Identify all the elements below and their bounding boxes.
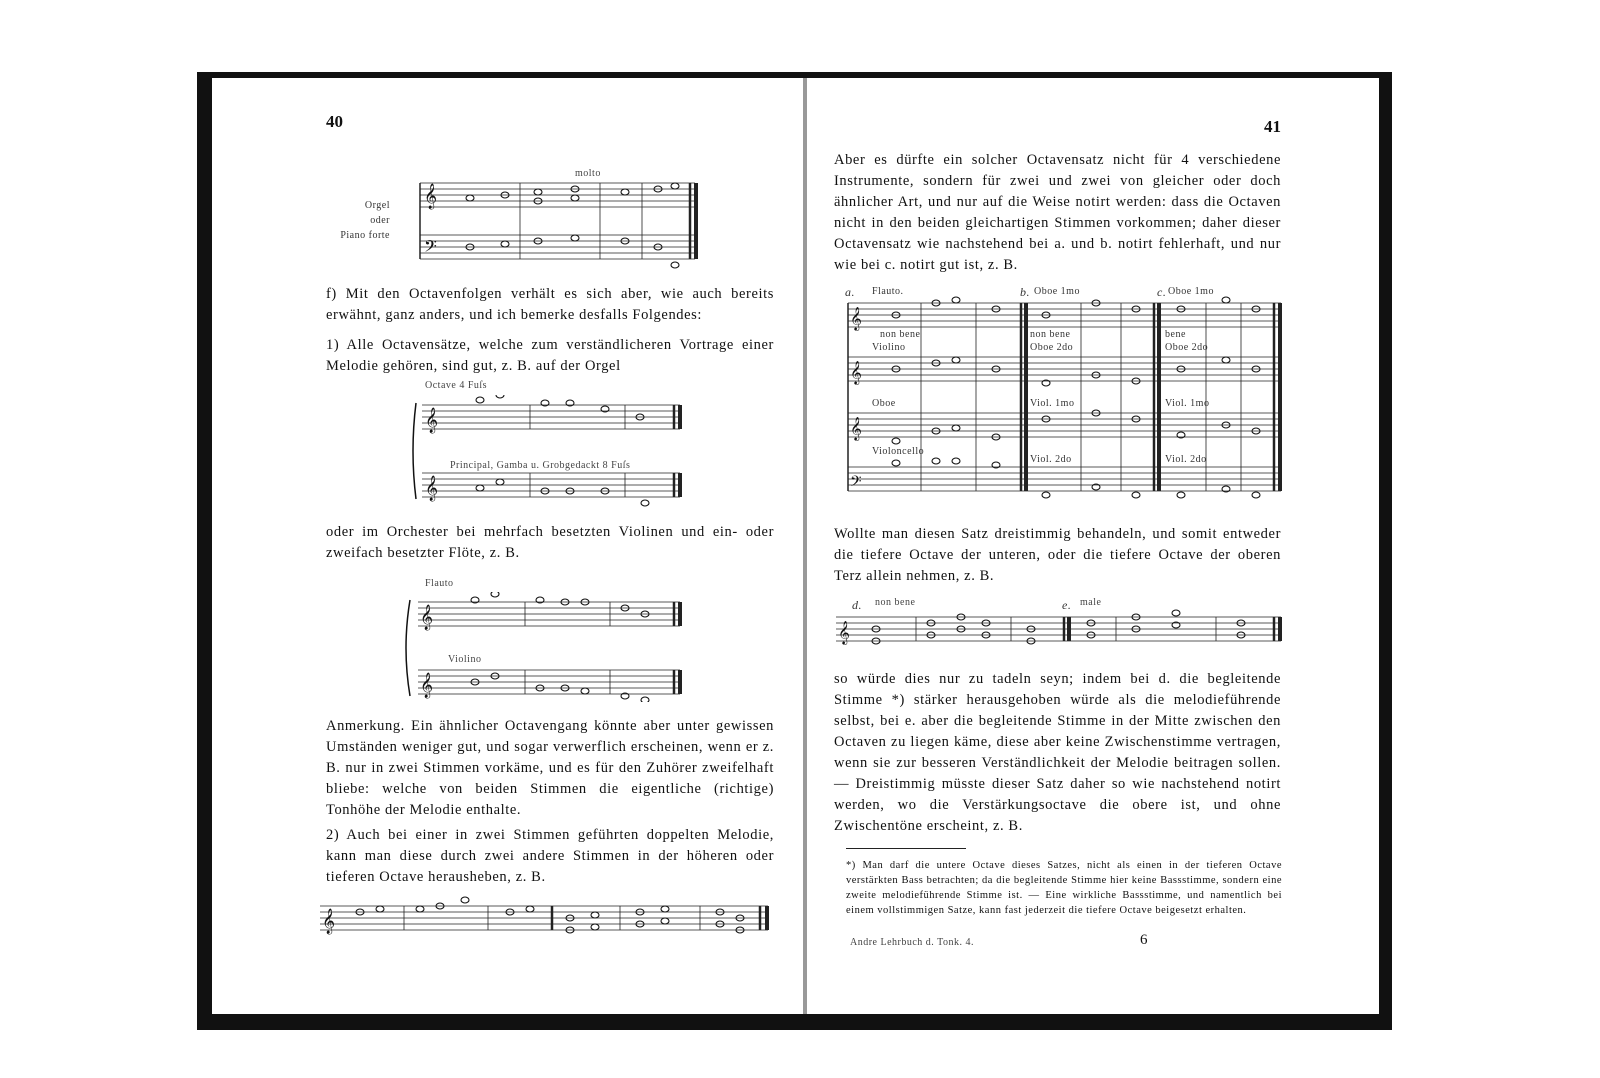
ex3-upper-label: Flauto — [425, 578, 454, 589]
signature-mark: Andre Lehrbuch d. Tonk. 4. — [850, 937, 975, 948]
ex-e-note: male — [1080, 597, 1102, 608]
ex2-lower-label: Principal, Gamba u. Grobgedackt 8 Fuſs — [450, 460, 631, 471]
paragraph-bottom-right: so würde dies nur zu tadeln seyn; indem bei d. die begleitende Stimme *) stärker herausgehoben würde als die melodieführende selbst, bei e. aber die begleitende Stimme in der Mitte zwischen den Octaven zu liegen käme, diese aber keine Zwischenstimme vertragen, wenn sie zur besseren Verständlichkeit der Melodie beitragen sollen. — Dreistimmig müsste dieser Satz daher so wie nachstehend notirt werden, wo die Verstärkungsoctave die obere ist, und ohne Zwischentöne erscheint, z. B. — [834, 671, 1281, 834]
svg-text:𝄢: 𝄢 — [850, 473, 862, 493]
score-label-oboe2-c: Oboe 2do — [1165, 342, 1209, 353]
score-label-oboe1-c: Oboe 1mo — [1168, 286, 1214, 297]
svg-text:𝄞: 𝄞 — [425, 475, 439, 500]
score-label-a: a. — [845, 285, 855, 299]
page-number-right: 41 — [1264, 117, 1281, 136]
ex1-label-oder: oder — [370, 215, 390, 226]
score-label-oboe: Oboe — [872, 398, 896, 409]
svg-text:𝄞: 𝄞 — [425, 407, 439, 432]
music-example-de — [836, 605, 1286, 655]
paragraph-mid-right: Wollte man diesen Satz dreistimmig behandeln, und somit entweder die tiefere Octave der unteren, oder die tiefere Octave der oberen Terz allein nehmen, z. B. — [834, 526, 1281, 584]
score-label-nonbene-a: non bene — [880, 329, 921, 340]
music-example-2 — [410, 395, 690, 510]
ex3-lower-label: Violino — [448, 654, 482, 665]
score-label-viol1-b: Viol. 1mo — [1030, 398, 1075, 409]
svg-text:𝄞: 𝄞 — [420, 604, 434, 629]
ex-d-note: non bene — [875, 597, 916, 608]
page-number-left: 40 — [326, 112, 343, 131]
book-spine — [803, 78, 807, 1014]
music-example-1 — [410, 175, 710, 275]
music-example-4 — [320, 892, 775, 944]
paragraph-1: 1) Alle Octavensätze, welche zum verständlicheren Vortrage einer Melodie gehören, sind gut, z. B. auf der Orgel — [326, 337, 774, 374]
score-label-oboe1-b: Oboe 1mo — [1034, 286, 1080, 297]
ex-e-label: e. — [1062, 598, 1072, 612]
paragraph-top-right: Aber es dürfte ein solcher Octavensatz nicht für 4 verschiedene Instrumente, sondern für zwei und zwei von gleicher oder doch ähnlicher Art, und nur auf die Weise notirt werden: dass die Octaven nicht in den beiden gleichartigen Stimmen vorkommen; daher dieser Octavensatz wie nachstehend bei a. und b. notirt fehlerhaft, und nur wie bei c. notirt gut ist, z. B. — [834, 152, 1281, 273]
score-label-oboe2-b: Oboe 2do — [1030, 342, 1074, 353]
footnote: *) Man darf die untere Octave dieses Satzes, nicht als einen in der tieferen Octave verstärkten Bass betrachten; da die begleitende Stimme hier keine Bassstimme, sondern eine zweite melodieführende Stimme ist. — Eine wirkliche Bassstimme, und namentlich bei einem vollstimmigen Satze, kann fast jederzeit die tiefere Octave beigesetzt erhalten. — [846, 860, 1282, 916]
footnote-rule — [846, 848, 966, 849]
svg-text:𝄞: 𝄞 — [850, 418, 862, 440]
ex1-dynamic: molto — [575, 168, 601, 179]
score-label-viol2-c: Viol. 2do — [1165, 454, 1207, 465]
svg-text:𝄞: 𝄞 — [850, 308, 862, 330]
score-label-viol1-c: Viol. 1mo — [1165, 398, 1210, 409]
score-label-c: c. — [1157, 285, 1167, 299]
music-example-3 — [400, 592, 690, 702]
svg-text:𝄢: 𝄢 — [424, 238, 437, 260]
score-label-violino: Violino — [872, 342, 906, 353]
score-label-b: b. — [1020, 285, 1030, 299]
score-label-viol2-b: Viol. 2do — [1030, 454, 1072, 465]
paragraph-2: 2) Auch bei einer in zwei Stimmen geführten doppelten Melodie, kann man diese durch zwei andere Stimmen in der höheren oder tieferen Octave herausheben, z. B. — [326, 827, 774, 885]
music-score-abc — [836, 295, 1286, 505]
ex1-label-piano: Piano forte — [340, 230, 390, 241]
svg-text:𝄞: 𝄞 — [420, 672, 434, 697]
score-label-violoncello: Violoncello — [872, 446, 925, 457]
ex1-label-orgel: Orgel — [364, 200, 390, 211]
svg-text:𝄞: 𝄞 — [838, 622, 850, 644]
paragraph-orchestra: oder im Orchester bei mehrfach besetzten Violinen und ein- oder zweifach besetzter Flöte, z. B. — [326, 524, 774, 561]
paragraph-f: f) Mit den Octavenfolgen verhält es sich aber, wie auch bereits erwähnt, ganz anders, und ich bemerke desfalls Folgendes: — [326, 286, 774, 323]
svg-text:𝄞: 𝄞 — [322, 908, 336, 933]
svg-text:𝄞: 𝄞 — [850, 362, 862, 384]
signature-number: 6 — [1140, 932, 1148, 948]
ex2-upper-label: Octave 4 Fuſs — [425, 380, 488, 391]
score-label-flauto: Flauto. — [872, 286, 904, 297]
score-label-nonbene-b: non bene — [1030, 329, 1071, 340]
anmerkung-note: Anmerkung. Ein ähnlicher Octavengang könnte aber unter gewissen Umständen weniger gut, und sogar verwerflich erscheinen, wenn er z. B. nur in zwei Stimmen vorkäme, und es für den Zuhörer zweifelhaft bliebe: welche von beiden Stimmen die eigentliche (richtige) Tonhöhe der Melodie enthalte. — [326, 718, 774, 818]
ex-d-label: d. — [852, 598, 862, 612]
score-label-bene-c: bene — [1165, 329, 1186, 340]
svg-text:𝄞: 𝄞 — [424, 183, 438, 208]
